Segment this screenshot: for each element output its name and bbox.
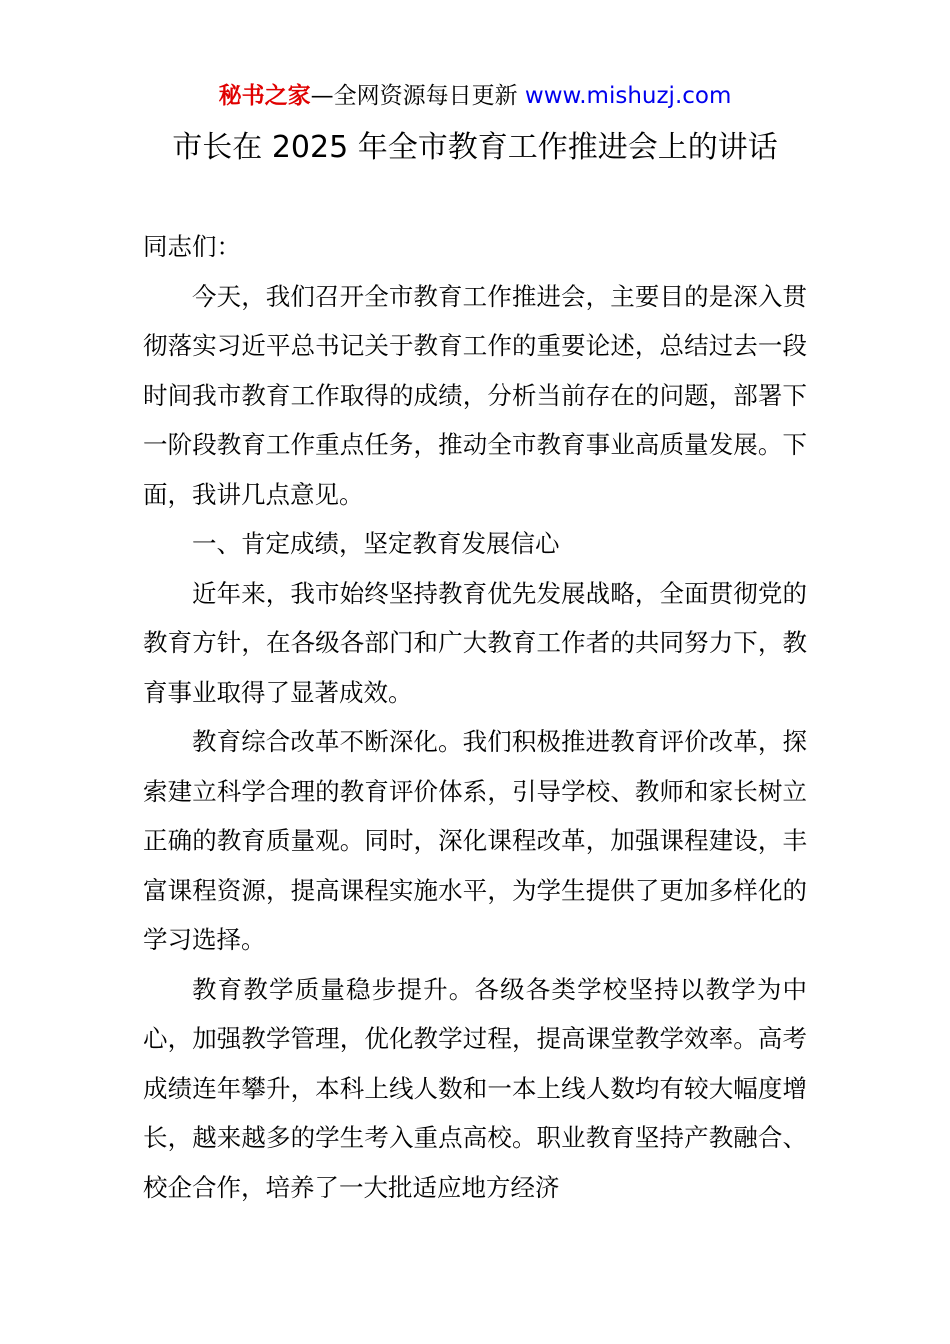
paragraph: 教育教学质量稳步提升。各级各类学校坚持以教学为中心，加强教学管理，优化教学过程，提高课堂教学效率。高考成绩连年攀升，本科上线人数和一本上线人数均有较大幅度增长，越来越多的学生考入重点高校。职业教育坚持产教融合、校企合作，培养了一大批适应地方经济 (143, 974, 807, 1202)
document-body (143, 222, 807, 1212)
salutation: 同志们： (143, 232, 241, 261)
paragraph: 教育综合改革不断深化。我们积极推进教育评价改革，探索建立科学合理的教育评价体系，引导学校、教师和家长树立正确的教育质量观。同时，深化课程改革，加强课程建设，丰富课程资源，提高课程实施水平，为学生提供了更加多样化的学习选择。 (143, 727, 807, 954)
document-title: 市长在 2025 年全市教育工作推进会上的讲话 (172, 130, 778, 165)
paragraph: 近年来，我市始终坚持教育优先发展战略，全面贯彻党的教育方针，在各级各部门和广大教育工作者的共同努力下，教育事业取得了显著成效。 (143, 578, 807, 707)
site-tagline: —全网资源每日更新 (310, 83, 525, 109)
site-header (0, 80, 950, 112)
section-heading: 一、肯定成绩，坚定教育发展信心 (192, 529, 560, 558)
paragraph-intro: 今天，我们召开全市教育工作推进会，主要目的是深入贯彻落实习近平总书记关于教育工作的重要论述，总结过去一段时间我市教育工作取得的成绩，分析当前存在的问题，部署下一阶段教育工作重点任务，推动全市教育事业高质量发展。下面，我讲几点意见。 (143, 281, 807, 509)
site-name: 秘书之家 (218, 83, 311, 109)
site-url-link[interactable]: www.mishuzj.com (524, 83, 732, 109)
